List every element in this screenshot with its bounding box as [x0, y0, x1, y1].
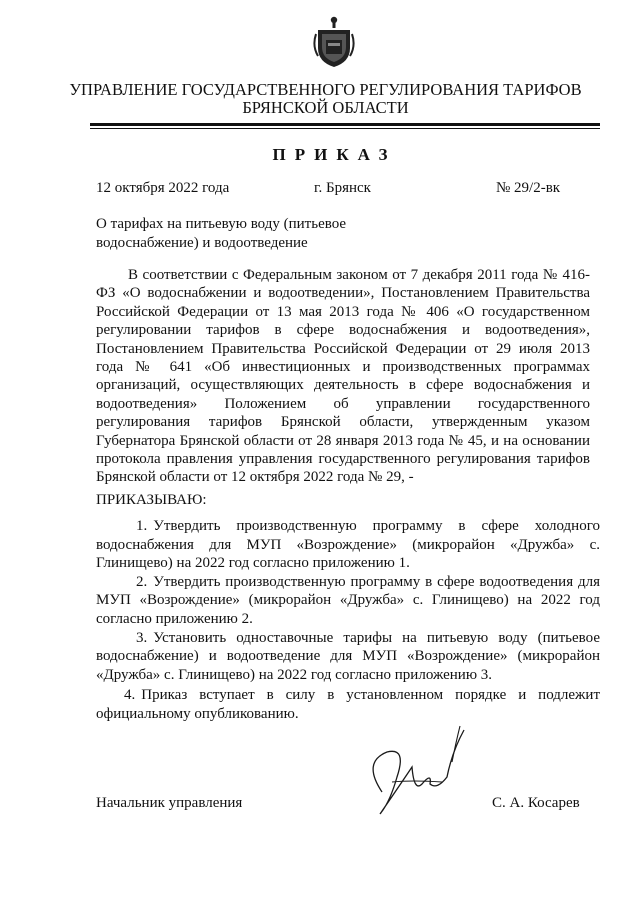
header-divider-thick — [90, 123, 600, 126]
document-city: г. Брянск — [314, 180, 371, 196]
order-item-text: Приказ вступает в силу в установленном порядке и подлежит официальному опубликованию. — [96, 687, 600, 722]
organization-name-line2: БРЯНСКОЙ ОБЛАСТИ — [242, 98, 409, 117]
document-date: 12 октября 2022 года — [96, 180, 230, 196]
document-number: № 29/2-вк — [496, 180, 561, 196]
preamble-paragraph: В соответствии с Федеральным законом от 7 декабря 2011 года № 416-ФЗ «О водоснабжении и водоотведении», Постановлением Правительства Российской Федерации от 13 мая 2013 года № 406 «О государственном регулировании тарифов в сфере водоснабжения и водоотведения», Постановлением Правительства Российской Федерации от 29 июля 2013 года № 641 «Об инвестиционных и производственных программах организаций, осуществляющих деятельность в сфере водоснабжения и водоотведения» Положением об управлении государственного регулирования тарифов Брянской области, утвержденным указом Губернатора Брянской области от 28 января 2013 года № 45, и на основании протокола правления управления государственного регулирования тарифов Брянской области от 12 октября 2022 года № 29, - — [96, 267, 590, 486]
order-items — [96, 517, 600, 724]
order-item — [96, 517, 600, 573]
order-item-text: Утвердить производственную программу в сфере водоотведения для МУП «Возрождение» (микрорайон «Дружба» с. Глинищево) на 2022 год согласно приложению 2. — [96, 573, 600, 627]
coat-of-arms-icon — [312, 14, 356, 68]
signatory-position: Начальник управления — [96, 795, 243, 811]
document-title: ПРИКАЗ — [272, 145, 397, 164]
order-item-text: Установить одноставочные тарифы на питьевую воду (питьевое водоснабжение) и водоотведение для МУП «Возрождение» (микрорайон «Дружба» с. Глинищево) на 2022 год согласно приложению 3. — [96, 629, 600, 683]
order-item — [96, 573, 600, 629]
order-item-number: 1. — [136, 518, 148, 534]
order-item-number: 4. — [124, 687, 136, 704]
order-item — [96, 686, 600, 723]
signatory-name: С. А. Косарев — [492, 795, 580, 811]
order-word: ПРИКАЗЫВАЮ: — [96, 492, 207, 508]
handwritten-signature — [352, 722, 472, 822]
order-item-text: Утвердить производственную программу в сфере холодного водоснабжения для МУП «Возрождение» (микрорайон «Дружба» с. Глинищево) на 2022 год согласно приложению 1. — [96, 518, 600, 572]
organization-name-line1: УПРАВЛЕНИЕ ГОСУДАРСТВЕННОГО РЕГУЛИРОВАНИЯ ТАРИФОВ — [69, 80, 582, 99]
document-subject: О тарифах на питьевую воду (питьевое водоснабжение) и водоотведение — [96, 216, 347, 251]
order-item-number: 2. — [136, 573, 148, 590]
order-item — [96, 629, 600, 685]
order-item-number: 3. — [136, 629, 148, 646]
header-divider-thin — [90, 128, 600, 129]
